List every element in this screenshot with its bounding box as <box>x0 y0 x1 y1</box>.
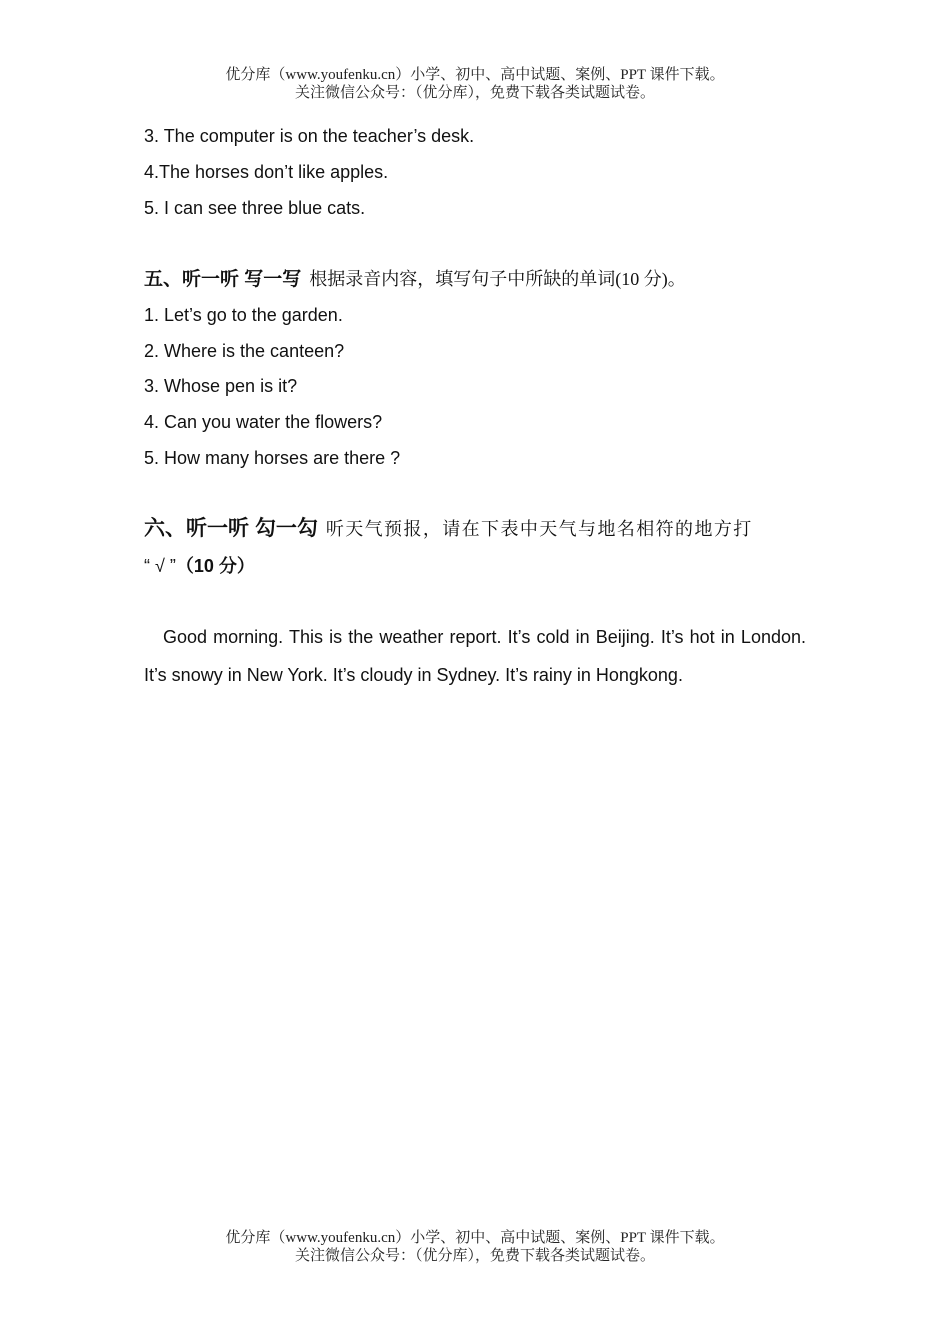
page-footer <box>0 1229 950 1265</box>
section-four-item-4: 4.The horses don’t like apples. <box>144 162 389 182</box>
section-six-title: 六、听一听 勾一勾 <box>144 517 318 540</box>
section-five-item-4: 4. Can you water the flowers? <box>144 412 383 432</box>
section-four-item-3: 3. The computer is on the teacher’s desk. <box>144 126 475 146</box>
section-five-item-1: 1. Let’s go to the garden. <box>144 305 343 325</box>
section-five-instruction: 根据录音内容，填写句子中所缺的单词(10 分)。 <box>309 269 686 289</box>
section-six-heading <box>144 517 753 543</box>
section-five-heading <box>144 267 686 293</box>
check-mark-symbol: “ √ ” <box>144 556 176 576</box>
header-line-2: 关注微信公众号：（优分库），免费下载各类试题试卷。 <box>294 85 655 101</box>
section-five-item-5: 5. How many horses are there ? <box>144 448 401 468</box>
footer-line-1: 优分库（www.youfenku.cn）小学、初中、高中试题、案例、PPT 课件下载。 <box>225 1230 725 1246</box>
page-header <box>0 66 950 102</box>
section-six-instruction: 听天气预报，请在下表中天气与地名相符的地方打 <box>325 519 753 539</box>
header-line-1: 优分库（www.youfenku.cn）小学、初中、高中试题、案例、PPT 课件下载。 <box>225 67 725 83</box>
section-five-item-3: 3. Whose pen is it? <box>144 376 298 396</box>
section-six-subline <box>144 555 255 577</box>
section-six-points: （10 分） <box>175 556 255 576</box>
section-five-item-2: 2. Where is the canteen? <box>144 341 345 361</box>
weather-report-script: Good morning. This is the weather report. It’s cold in Beijing. It’s hot in London. It’s snowy in New York. It’s cloudy in Sydney. It’s rainy in Hongkong. <box>144 627 806 685</box>
section-four-item-5: 5. I can see three blue cats. <box>144 198 366 218</box>
section-five-title: 五、听一听 写一写 <box>144 269 302 290</box>
footer-line-2: 关注微信公众号：（优分库），免费下载各类试题试卷。 <box>294 1248 655 1264</box>
